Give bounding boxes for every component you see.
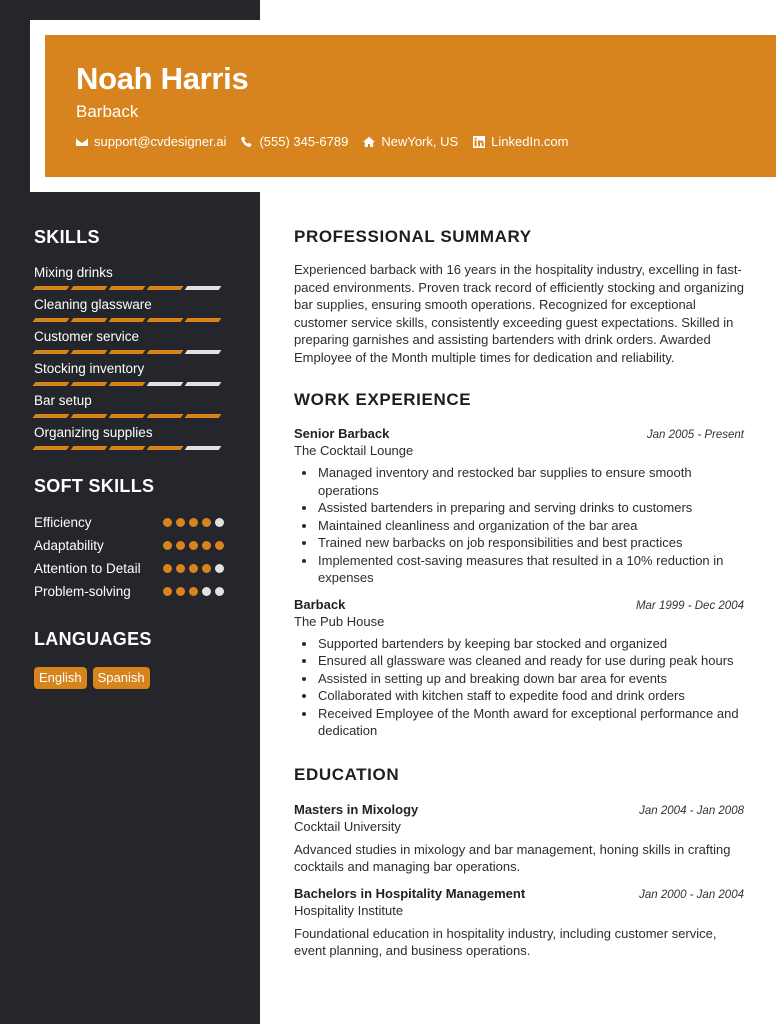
location-text: NewYork, US	[381, 134, 459, 149]
rating-dot	[189, 564, 198, 573]
rating-dot	[202, 564, 211, 573]
list-item: Implemented cost-saving measures that resulted in a 10% reduction in expenses	[294, 552, 744, 587]
list-item: Assisted in setting up and breaking down bar area for events	[294, 670, 744, 688]
education-heading: EDUCATION	[294, 764, 400, 784]
skill-level-bars	[34, 414, 226, 418]
list-item: Maintained cleanliness and organization of the bar area	[294, 517, 744, 535]
rating-bar-segment	[147, 382, 184, 386]
soft-skill-dots	[159, 587, 224, 596]
soft-skills-heading: SOFT SKILLS	[34, 476, 155, 496]
job-dates: Mar 1999 - Dec 2004	[635, 599, 744, 612]
rating-dot	[189, 541, 198, 550]
rating-bar-segment	[71, 446, 108, 450]
education-section	[294, 764, 744, 960]
summary-text: Experienced barback with 16 years in the hospitality industry, excelling in fast-paced environments. Proven track record of efficiently stocking and organizing bar supplies, ensuring smooth operations. Recognized for exceptional customer service skills, consistently exceeding guest expectations. Skilled in preparing garnishes and assisting bartenders with drink orders. Awarded Employee of the Month multiple times for dedication and reliability.	[294, 262, 744, 365]
rating-bar-segment	[33, 382, 70, 386]
school-name: Cocktail University	[294, 818, 401, 834]
list-item: Assisted bartenders in preparing and serving drinks to customers	[294, 499, 744, 517]
job-title: Barback	[294, 596, 346, 612]
contact-phone[interactable]	[241, 134, 348, 150]
skill-name: Cleaning glassware	[34, 297, 152, 312]
soft-skill-dots	[159, 564, 224, 573]
rating-dot	[176, 587, 185, 596]
language-badge: Spanish	[93, 667, 150, 689]
contact-location[interactable]	[363, 134, 458, 150]
job-title: Senior Barback	[294, 426, 390, 441]
job-dates: Jan 2005 - Present	[646, 429, 744, 441]
rating-bar-segment	[185, 414, 222, 418]
rating-bar-segment	[147, 286, 184, 290]
soft-skill-name: Adaptability	[34, 538, 104, 553]
education-dates: Jan 2004 - Jan 2008	[639, 804, 744, 817]
skills-heading: SKILLS	[34, 227, 100, 247]
rating-bar-segment	[71, 382, 108, 386]
rating-bar-segment	[147, 446, 184, 450]
rating-dot	[215, 564, 224, 573]
skill-level-bars	[34, 286, 226, 290]
experience-heading: WORK EXPERIENCE	[294, 390, 472, 409]
candidate-name: Noah Harris	[76, 61, 249, 96]
rating-bar-segment	[109, 382, 146, 386]
rating-bar-segment	[109, 350, 146, 354]
rating-bar-segment	[185, 286, 222, 290]
rating-dot	[163, 564, 172, 573]
skill-item	[34, 361, 226, 393]
education-description: Advanced studies in mixology and bar management, honing skills in crafting cocktails and managing bar operations.	[294, 841, 731, 874]
soft-skill-name: Attention to Detail	[34, 561, 141, 576]
education-entry	[294, 802, 744, 876]
job-company: The Pub House	[294, 613, 385, 629]
header	[45, 35, 776, 177]
rating-bar-segment	[109, 318, 146, 322]
skill-name: Organizing supplies	[34, 425, 153, 440]
list-item: Ensured all glassware was cleaned and ready for use during peak hours	[294, 652, 744, 670]
rating-bar-segment	[185, 318, 222, 322]
experience-section	[294, 389, 744, 740]
main-content	[294, 226, 744, 960]
rating-dot	[163, 587, 172, 596]
skill-item	[34, 265, 226, 297]
rating-dot	[163, 541, 172, 550]
rating-dot	[215, 587, 224, 596]
list-item: Received Employee of the Month award for exceptional performance and dedication	[294, 705, 744, 740]
rating-bar-segment	[147, 350, 184, 354]
skill-level-bars	[34, 318, 226, 322]
summary-heading: PROFESSIONAL SUMMARY	[294, 227, 532, 246]
skill-name: Mixing drinks	[34, 265, 113, 280]
soft-skill-item	[34, 560, 226, 577]
language-badge: English	[34, 667, 87, 689]
rating-bar-segment	[109, 286, 146, 290]
linkedin-text: LinkedIn.com	[491, 134, 569, 149]
phone-icon	[241, 136, 253, 148]
rating-dot	[189, 587, 198, 596]
rating-bar-segment	[109, 446, 146, 450]
contact-linkedin[interactable]	[473, 134, 568, 150]
soft-skill-dots	[159, 541, 224, 550]
education-description: Foundational education in hospitality industry, including customer service, event planning, and business operations.	[294, 925, 717, 958]
list-item: Managed inventory and restocked bar supplies to ensure smooth operations	[294, 464, 744, 499]
languages-heading: LANGUAGES	[34, 629, 152, 649]
rating-bar-segment	[185, 350, 222, 354]
list-item: Trained new barbacks on job responsibilities and best practices	[294, 534, 744, 552]
rating-bar-segment	[147, 414, 184, 418]
list-item: Supported bartenders by keeping bar stocked and organized	[294, 635, 744, 653]
rating-bar-segment	[71, 318, 108, 322]
rating-dot	[176, 518, 185, 527]
rating-dot	[202, 518, 211, 527]
skill-item	[34, 329, 226, 361]
job-entry	[294, 426, 744, 587]
skill-item	[34, 393, 226, 425]
job-bullets	[294, 635, 744, 740]
skill-name: Bar setup	[34, 393, 92, 408]
rating-dot	[202, 587, 211, 596]
candidate-role: Barback	[76, 102, 139, 121]
job-bullets	[294, 464, 744, 587]
rating-dot	[163, 518, 172, 527]
rating-bar-segment	[147, 318, 184, 322]
rating-bar-segment	[33, 318, 70, 322]
rating-dot	[189, 518, 198, 527]
skill-name: Stocking inventory	[34, 361, 145, 376]
email-text: support@cvdesigner.ai	[94, 134, 227, 149]
contact-bar	[76, 134, 776, 150]
rating-bar-segment	[33, 350, 70, 354]
skill-level-bars	[34, 446, 226, 450]
rating-bar-segment	[33, 414, 70, 418]
rating-bar-segment	[71, 350, 108, 354]
job-entry	[294, 597, 744, 740]
school-name: Hospitality Institute	[294, 902, 404, 918]
rating-bar-segment	[33, 286, 70, 290]
phone-text: (555) 345-6789	[259, 134, 349, 149]
home-icon	[363, 136, 375, 148]
list-item: Collaborated with kitchen staff to expedite food and drink orders	[294, 687, 744, 705]
contact-email[interactable]	[76, 134, 226, 150]
job-company: The Cocktail Lounge	[294, 443, 414, 458]
rating-dot	[176, 564, 185, 573]
soft-skill-item	[34, 514, 226, 531]
education-dates: Jan 2000 - Jan 2004	[639, 888, 744, 901]
skill-level-bars	[34, 382, 226, 386]
soft-skill-item	[34, 583, 226, 600]
rating-bar-segment	[185, 446, 222, 450]
rating-bar-segment	[109, 414, 146, 418]
soft-skill-item	[34, 537, 226, 554]
degree-title: Bachelors in Hospitality Management	[294, 885, 526, 901]
rating-dot	[176, 541, 185, 550]
sidebar	[34, 226, 226, 689]
soft-skill-dots	[159, 518, 224, 527]
rating-dot	[215, 541, 224, 550]
languages-list	[34, 667, 226, 689]
degree-title: Masters in Mixology	[294, 801, 419, 817]
rating-bar-segment	[185, 382, 222, 386]
soft-skill-name: Problem-solving	[34, 584, 131, 599]
rating-bar-segment	[71, 286, 108, 290]
rating-bar-segment	[71, 414, 108, 418]
skill-item	[34, 297, 226, 329]
skills-list	[34, 265, 226, 457]
skill-name: Customer service	[34, 329, 140, 344]
education-entry	[294, 886, 744, 960]
rating-dot	[215, 518, 224, 527]
rating-bar-segment	[33, 446, 70, 450]
skill-level-bars	[34, 350, 226, 354]
skill-item	[34, 425, 226, 457]
soft-skills-list	[34, 514, 226, 600]
soft-skill-name: Efficiency	[34, 515, 92, 530]
envelope-icon	[76, 136, 88, 148]
linkedin-icon	[473, 136, 485, 148]
rating-dot	[202, 541, 211, 550]
